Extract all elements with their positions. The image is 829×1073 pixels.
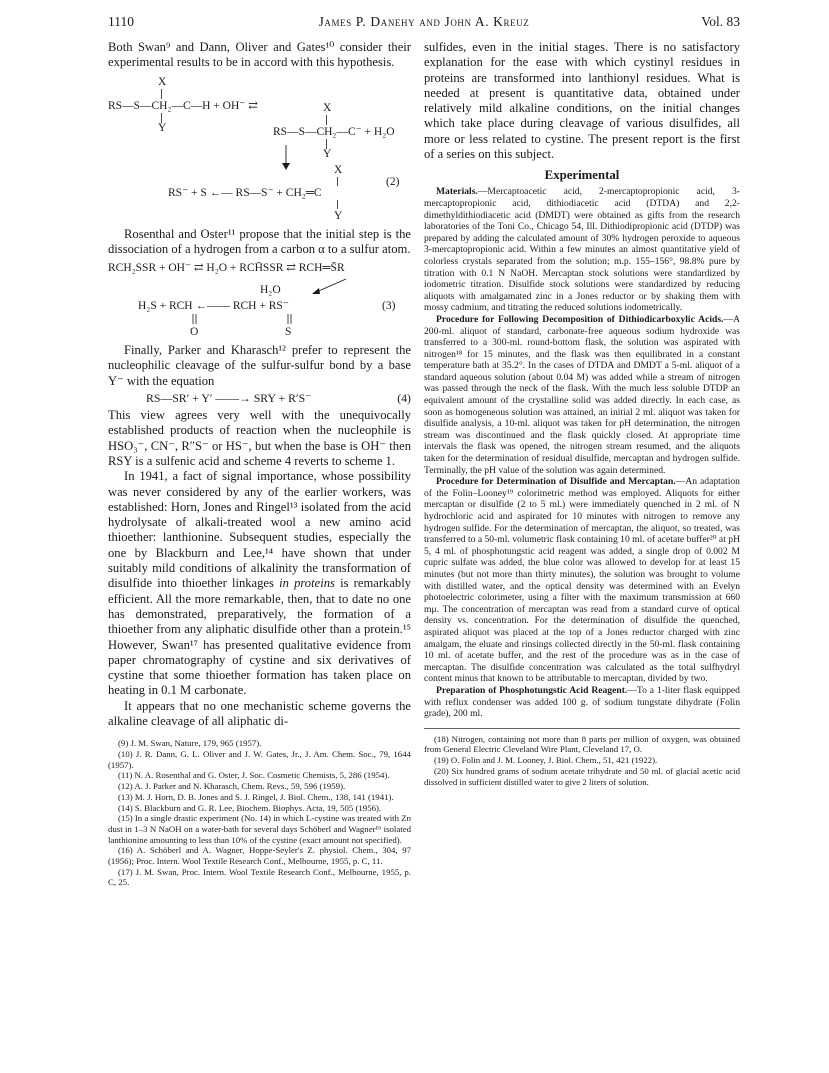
scheme2-number: (2)	[386, 175, 400, 188]
procedure-decomposition-runin: Procedure for Following Decomposition of Dithiodicarboxylic Acids.	[436, 313, 724, 325]
left-column	[108, 40, 411, 888]
footnote-20: (20) Six hundred grams of sodium acetate trihydrate and 50 ml. of glacial acetic acid dissolved in sufficient distilled water to give 2 liters of solution.	[424, 765, 740, 787]
scheme3-o: O	[190, 326, 199, 339]
footnote-15: (15) In a single drastic experiment (No. 14) in which L-cystine was treated with Zn dust in 1–3 N NaOH on a water-bath for several days Schöberl and Wagner¹⁶ isolated lanthionine amounting to less than 10% of the cystine (exact amount not specified).	[108, 813, 411, 845]
scheme3-line1: RCH₂SSR + OH⁻ ⇄ H₂O + RCH̄SSR ⇄ RCH═S̄R	[108, 262, 345, 275]
preparation-paragraph	[424, 685, 740, 720]
procedure-determination-paragraph	[424, 476, 740, 685]
procedure-decomposition-text: —A 200-ml. aliquot of standard, carbonate-free aqueous sodium hydroxide was transferred to a 300-ml. round-bottom flask, the solution was aspirated with nitrogen¹⁸ for 15 minutes, and the flask was then equilibrated in a constant temperature bath at 35.2°. In the cases of DTDA and DMDT a 5-ml. aliquot of a standard aqueous solution (about 0.04 M) was added while a stream of nitrogen was passed through the neck of the flask. With the much less soluble DTDP an equivalent amount of the crystalline solid was added directly. In each case, as soon as homogeneous solution was attained, an initial 2 ml. aliquot was taken for disulfide analysis, a 10-ml. aliquot was taken for pH determination, the nitrogen stream was discontinued and the flask quickly closed. At appropriate time intervals the flask was opened, the nitrogen stream resumed, and the aliquots taken for the determination of residual disulfide, mercaptan and hydrogen sulfide. Terminally, the pH value of the solution was again determined.	[424, 313, 740, 476]
footnote-19: (19) O. Folin and J. M. Looney, J. Biol. Chem., 51, 421 (1922).	[434, 755, 658, 766]
agree-paragraph: This view agrees very well with the unequivocally established products of reaction when the nucleophile is HSO₃⁻, CN⁻, R″S⁻ or HS⁻, but when the base is OH⁻ then RSY is a sulfenic acid and scheme 4 reverts to scheme 1.	[108, 408, 411, 468]
scheme2-y1: Y	[158, 121, 167, 134]
scheme3-s: S	[285, 326, 292, 339]
intro-paragraph: Both Swan⁹ and Dann, Oliver and Gates¹⁰ consider their experimental results to be in accord with this hypothesis.	[108, 40, 411, 70]
right-column	[424, 40, 740, 787]
section-heading-experimental: Experimental	[544, 168, 620, 183]
page-number: 1110	[108, 14, 134, 29]
scheme2-line2: RS—S—CH₂—C⁻ + H₂O	[273, 125, 395, 138]
lanthionine-text-a: In 1941, a fact of signal importance, whose possibility was never considered by any of the earlier workers, was established: Horn, Jones and Ringel¹³ isolated from the acid hydrolysate of alkali-treated wool a new amino acid thioether: lanthionine. Subsequent studies, especially the one by Blackburn and Lee,¹⁴ have shown that under suitably mild conditions of alkalinity the transformation of disulfide into thioether linkages	[108, 469, 411, 591]
reaction-scheme-2	[108, 73, 411, 223]
scheme2-x3: X	[334, 163, 343, 176]
scheme2-y2: Y	[323, 147, 332, 160]
footnote-16: (16) A. Schöberl and A. Wagner, Hoppe-Seyler's Z. physiol. Chem., 304, 97 (1956); Proc. Intern. Wool Textile Research Conf., Melbourne, 1955, p. C, 11.	[108, 845, 411, 867]
footnote-13: (13) M. J. Horn, D. B. Jones and S. J. Ringel, J. Biol. Chem., 138, 141 (1941).	[118, 791, 394, 802]
reaction-scheme-3	[108, 259, 411, 339]
rosenthal-paragraph: Rosenthal and Oster¹¹ propose that the initial step is the dissociation of a hydrogen from a carbon α to a sulfur atom.	[108, 226, 411, 256]
equation-4	[108, 391, 411, 406]
volume-label: Vol. 83	[701, 14, 740, 29]
footnote-17: (17) J. M. Swan, Proc. Intern. Wool Textile Research Conf., Melbourne, 1955, p. C, 25.	[108, 866, 411, 888]
materials-text: —Mercaptoacetic acid, 2-mercaptopropionic acid, 3-mercaptopropionic acid, dithiodiacetic acid (DTDA) and 2,2-dimethyldithiodiacetic acid (DMDT) were obtained as gifts from the research laboratories of the Toni Co., Chicago 54, Ill. Dithiodipropionic acid (DTDP) was prepared by adding the calculated amount of 30% hydrogen peroxide to aqueous 3-mercaptopropionic acid. Within a few minutes an almost quantitative yield of colorless crystals separated from the solution; m.p. 155–156°, 98.8% pure by titration with 0.1 N NaOH. Mercaptan stock solutions were standardized by iodometric titration. Disulfide stock solutions were standardized by reducing aliquots with amalgamated zinc in a Jones reductor or by shaking them with mossy cadmium, and titrating the reduced solutions iodometrically.	[424, 186, 740, 314]
procedure-determination-runin: Procedure for Determination of Disulfide and Mercaptan.	[436, 476, 676, 488]
materials-runin: Materials.	[436, 186, 478, 198]
scheme2-line1: RS—S—CH₂—C—H + OH⁻ ⇄	[108, 99, 258, 112]
procedure-decomposition-paragraph	[424, 314, 740, 476]
left-footnotes	[108, 738, 411, 888]
scheme3-number: (3)	[382, 300, 396, 313]
lanthionine-text-b: is remarkably efficient. All the more remarkable, then, that to date no one has demonstrated, preparatively, the formation of a thioether from any aliphatic disulfide other than a protein.¹⁵ However, Swan¹⁷ has presented qualitative evidence from paper chromatography of cystine and six derivatives of cystine that some thioether formation has taken place on heating in 0.1 M carbonate.	[108, 576, 411, 698]
footnote-9: (9) J. M. Swan, Nature, 179, 965 (1957).	[118, 738, 262, 749]
lanthionine-text-em: in proteins	[279, 576, 335, 591]
preparation-text: —To a 1-liter flask equipped with reflux condenser was added 100 g. of sodium tungstate dihydrate (Folin grade), 200 ml.	[424, 684, 740, 720]
footnote-18: (18) Nitrogen, containing not more than 8 parts per million of oxygen, was obtained from General Electric Cleveland Wire Plant, Cleveland 17, O.	[424, 733, 740, 755]
footnote-12: (12) A. J. Parker and N. Kharasch, Chem. Revs., 59, 596 (1959).	[118, 781, 346, 792]
footnote-10: (10) J. R. Dann, G. L. Oliver and J. W. Gates, Jr., J. Am. Chem. Soc., 79, 1644 (1957).	[108, 749, 411, 770]
running-header	[108, 14, 740, 34]
equation-4-text: RS—SR′ + Y′ ——→ SRY + R′S⁻	[146, 391, 312, 406]
procedure-determination-text: —An adaptation of the Folin–Looney¹⁹ colorimetric method was employed. Aliquots for either mercaptan or disulfide (2 to 5 ml.) were immediately quenched in 2 ml. of N hydrochloric acid and aspirated for 10 minutes with nitrogen to remove any hydrogen sulfide. For the determination of mercaptan, the aliquot, so treated, was transferred to a 50-ml. volumetric flask containing 10 ml. of acetate buffer²⁰ at pH 5, 4 ml. of phosphotungstic acid reagent was added, a single drop of 0.002 M cupric sulfate was added, the blue color was allowed to develop for at least 15 minutes (but not more than thirty minutes), the solution was brought to volume with distilled water, and the optical density was determined with an Evelyn photoelectric colorimeter, using a filter with the maximum transmission at 660 mμ. The concentration of mercaptan was read from a standard curve of optical density vs. concentration. For the determination of disulfide the quenched, aspirated aliquot was placed at the top of a Jones reductor charged with zinc amalgam, the eluate and rinsings collected directly in the 50-ml. flask containing 10 ml. of acetate buffer, and the rest of the procedure was as in the case of mercaptan. The disulfide concentration was calculated as the total sulfhydryl content minus that known to be attributable to mercaptan, divided by two.	[424, 476, 740, 685]
equation-4-number: (4)	[397, 391, 411, 406]
materials-paragraph	[424, 186, 740, 314]
footnote-11: (11) N. A. Rosenthal and G. Oster, J. Soc. Cosmetic Chemists, 5, 286 (1954).	[118, 770, 390, 781]
parker-paragraph: Finally, Parker and Kharasch¹² prefer to represent the nucleophilic cleavage of the sulfur-sulfur bond by a base Y⁻ with the equation	[108, 343, 411, 388]
footnote-rule	[424, 728, 740, 729]
scheme2-y3: Y	[334, 209, 343, 222]
scheme2-x2: X	[323, 101, 332, 114]
mechanism-paragraph: It appears that no one mechanistic scheme governs the alkaline cleavage of all aliphatic di-	[108, 698, 411, 729]
scheme2-line3: RS⁻ + S ←— RS—S⁻ + CH₂═C	[168, 186, 322, 199]
footnote-14: (14) S. Blackburn and G. R. Lee, Biochem. Biophys. Acta, 19, 505 (1956).	[118, 802, 382, 813]
preparation-runin: Preparation of Phosphotungstic Acid Reagent.	[436, 684, 628, 696]
continuation-paragraph: sulfides, even in the initial stages. There is no satisfactory explanation for the ease with which cystinyl residues in proteins are transformed into lanthionyl residues. What is needed at present is quantitative data, obtained under relatively mild alkaline conditions, on the initial changes which take place during cleavage of various disulfides, all more or less related to cystine. The present report is the first of a series on this subject.	[424, 40, 740, 162]
scheme2-x1: X	[158, 75, 167, 88]
scheme3-line2: H₂S + RCH ←—— RCH + RS⁻	[138, 300, 289, 313]
lanthionine-paragraph	[108, 469, 411, 698]
scheme3-h2o: H₂O	[260, 284, 281, 297]
running-authors: James P. Danehy and John A. Kreuz	[318, 14, 530, 29]
